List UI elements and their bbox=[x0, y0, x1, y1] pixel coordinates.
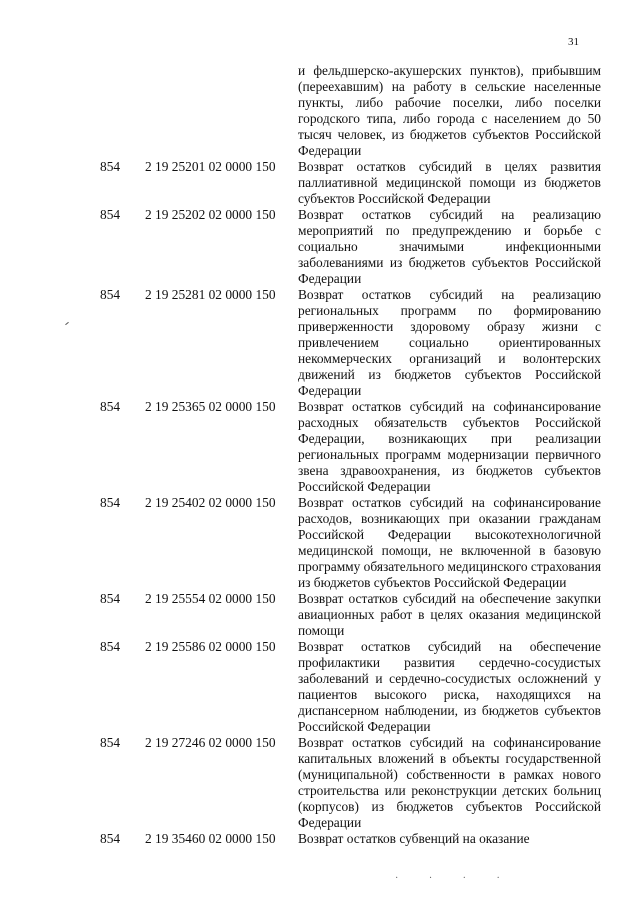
table-row bbox=[0, 399, 640, 495]
budget-classification-code: 2 19 25586 02 0000 150 bbox=[145, 639, 276, 654]
table-row bbox=[0, 63, 640, 159]
admin-code: 854 bbox=[100, 399, 121, 414]
budget-classification-code: 2 19 25365 02 0000 150 bbox=[145, 399, 276, 414]
table-row bbox=[0, 287, 640, 399]
revenue-description: Возврат остатков субсидий на обеспечение закупки авиационных работ в целях оказания медицинской помощи bbox=[298, 591, 601, 638]
budget-classification-code: 2 19 25554 02 0000 150 bbox=[145, 591, 276, 606]
budget-classification-code: 2 19 25402 02 0000 150 bbox=[145, 495, 276, 510]
table-row bbox=[0, 207, 640, 287]
revenue-description: Возврат остатков субсидий на обеспечение профилактики развития сердечно-сосудистых заболеваний и сердечно-сосудистых осложнений у пациентов высокого риска, находящихся на диспансерном наблюдении, из бюджетов субъектов Российской Федерации bbox=[298, 639, 601, 734]
table-row bbox=[0, 831, 640, 847]
revenue-description: Возврат остатков субсидий в целях развития паллиативной медицинской помощи из бюджетов субъектов Российской Федерации bbox=[298, 159, 601, 206]
revenue-description: Возврат остатков субсидий на реализацию мероприятий по предупреждению и борьбе с социально значимыми инфекционными заболеваниями из бюджетов субъектов Российской Федерации bbox=[298, 207, 601, 286]
table-row bbox=[0, 735, 640, 831]
table-row bbox=[0, 495, 640, 591]
table-row bbox=[0, 591, 640, 639]
revenue-description: Возврат остатков субсидий на софинансирование расходов, возникающих при оказании гражданам Российской Федерации высокотехнологичной медицинской помощи, не включенной в базовую программу обязательного медицинского страхования из бюджетов субъектов Российской Федерации bbox=[298, 495, 601, 590]
admin-code: 854 bbox=[100, 159, 121, 174]
admin-code: 854 bbox=[100, 495, 121, 510]
admin-code: 854 bbox=[100, 591, 121, 606]
admin-code: 854 bbox=[100, 207, 121, 222]
scan-artifact-dots: · · · · bbox=[395, 873, 514, 884]
table-row bbox=[0, 639, 640, 735]
revenue-description: Возврат остатков субвенций на оказание bbox=[298, 831, 530, 846]
revenue-description: Возврат остатков субсидий на реализацию региональных программ по формированию приверженности здоровому образу жизни с привлечением социально ориентированных некоммерческих организаций и волонтерских движений из бюджетов субъектов Российской Федерации bbox=[298, 287, 601, 398]
budget-classification-code: 2 19 25201 02 0000 150 bbox=[145, 159, 276, 174]
table-row bbox=[0, 159, 640, 207]
page-number: 31 bbox=[568, 36, 579, 48]
budget-code-table bbox=[0, 63, 640, 847]
budget-classification-code: 2 19 25281 02 0000 150 bbox=[145, 287, 276, 302]
budget-classification-code: 2 19 27246 02 0000 150 bbox=[145, 735, 276, 750]
admin-code: 854 bbox=[100, 831, 121, 846]
admin-code: 854 bbox=[100, 639, 121, 654]
revenue-description: Возврат остатков субсидий на софинансирование капитальных вложений в объекты государственной (муниципальной) собственности в рамках нового строительства или реконструкции детских больниц (корпусов) из бюджетов субъектов Российской Федерации bbox=[298, 735, 601, 830]
budget-classification-code: 2 19 25202 02 0000 150 bbox=[145, 207, 276, 222]
revenue-description: Возврат остатков субсидий на софинансирование расходных обязательств субъектов Российской Федерации, возникающих при реализации региональных программ модернизации первичного звена здравоохранения, из бюджетов субъектов Российской Федерации bbox=[298, 399, 601, 494]
admin-code: 854 bbox=[100, 735, 121, 750]
admin-code: 854 bbox=[100, 287, 121, 302]
revenue-description: и фельдшерско-акушерских пунктов), прибывшим (переехавшим) на работу в сельские населенные пункты, либо рабочие поселки, либо поселки городского типа, либо города с населением до 50 тысяч человек, из бюджетов субъектов Российской Федерации bbox=[298, 63, 601, 158]
budget-classification-code: 2 19 35460 02 0000 150 bbox=[145, 831, 276, 846]
